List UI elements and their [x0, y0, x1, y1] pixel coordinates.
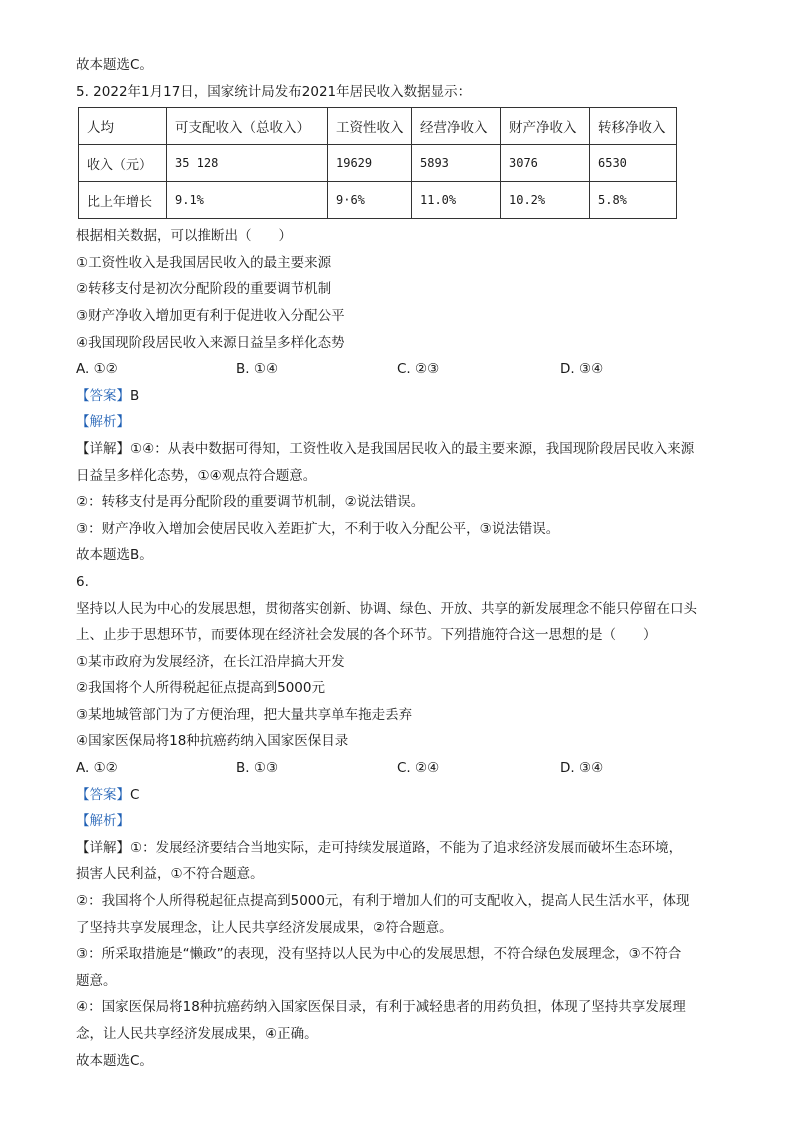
answer-tag: 【答案】 — [76, 786, 130, 803]
income-table — [78, 107, 677, 219]
q5-choices — [76, 356, 726, 383]
answer-value: C — [130, 786, 140, 803]
q6-detail-line: 题意。 — [76, 972, 117, 989]
q6-detail-line: ③：所采取措施是“懒政”的表现，没有坚持以人民为中心的发展思想，不符合绿色发展理念，③不符合 — [76, 946, 682, 963]
q6-option: ④国家医保局将18种抗癌药纳入国家医保目录 — [76, 733, 349, 750]
choice-d: D. ③④ — [560, 361, 604, 378]
q5-option: ④我国现阶段居民收入来源日益呈多样化态势 — [76, 334, 345, 351]
table-row — [79, 145, 677, 182]
table-header-cell: 经营净收入 — [412, 108, 501, 145]
choice-c: C. ②③ — [397, 361, 440, 378]
q6-stem-line: 上、止步于思想环节，而要体现在经济社会发展的各个环节。下列措施符合这一思想的是（ ） — [76, 627, 657, 644]
table-cell: 35 128 — [167, 145, 328, 182]
q6-detail-line: ④：国家医保局将18种抗癌药纳入国家医保目录，有利于减轻患者的用药负担，体现了坚持共享发展理 — [76, 999, 686, 1016]
q5-analysis-tag: 【解析】 — [76, 414, 130, 431]
table-cell: 收入（元） — [79, 145, 167, 182]
q6-detail-line: 损害人民利益，①不符合题意。 — [76, 866, 264, 883]
document-page — [76, 52, 726, 1074]
answer-tag: 【答案】 — [76, 387, 130, 404]
q6-choices — [76, 755, 726, 782]
detail-tag: 【详解】 — [76, 839, 130, 856]
table-cell: 9·6% — [328, 182, 412, 219]
q6-detail-line: 念，让人民共享经济发展成果，④正确。 — [76, 1026, 318, 1042]
table-cell: 3076 — [501, 145, 590, 182]
table-cell: 9.1% — [167, 182, 328, 219]
q6-conclusion: 故本题选C。 — [76, 1052, 153, 1069]
table-header-row — [79, 108, 677, 145]
table-cell: 比上年增长 — [79, 182, 167, 219]
choice-c: C. ②④ — [397, 760, 440, 777]
q6-detail-line: ②：我国将个人所得税起征点提高到5000元，有利于增加人们的可支配收入，提高人民生活水平，体现 — [76, 893, 690, 910]
answer-value: B — [130, 387, 140, 404]
table-row — [79, 182, 677, 219]
q6-analysis-tag: 【解析】 — [76, 813, 130, 830]
q5-option: ①工资性收入是我国居民收入的最主要来源 — [76, 254, 332, 271]
table-header-cell: 财产净收入 — [501, 108, 590, 145]
table-cell: 6530 — [590, 145, 677, 182]
q6-detail-line: 了坚持共享发展理念，让人民共享经济发展成果，②符合题意。 — [76, 919, 453, 936]
table-header-cell: 可支配收入（总收入） — [167, 108, 328, 145]
choice-b: B. ①④ — [236, 361, 279, 378]
table-cell: 19629 — [328, 145, 412, 182]
q5-prompt: 根据相关数据，可以推断出（ ） — [76, 228, 292, 245]
q5-detail-line: ③：财产净收入增加会使居民收入差距扩大，不利于收入分配公平，③说法错误。 — [76, 520, 560, 537]
table-cell: 5.8% — [590, 182, 677, 219]
table-cell: 5893 — [412, 145, 501, 182]
choice-a: A. ①② — [76, 361, 118, 378]
table-header-cell: 人均 — [79, 108, 167, 145]
q6-option: ①某市政府为发展经济，在长江沿岸搞大开发 — [76, 653, 345, 670]
q6-stem-line: 坚持以人民为中心的发展思想，贯彻落实创新、协调、绿色、开放、共享的新发展理念不能只停留在口头 — [76, 600, 697, 617]
q6-option: ②我国将个人所得税起征点提高到5000元 — [76, 680, 325, 697]
q6-answer — [76, 782, 726, 809]
detail-text: ①：发展经济要结合当地实际，走可持续发展道路，不能为了追求经济发展而破坏生态环境， — [130, 839, 683, 856]
table-header-cell: 工资性收入 — [328, 108, 412, 145]
prev-conclusion: 故本题选C。 — [76, 57, 153, 73]
choice-b: B. ①③ — [236, 760, 279, 777]
q5-stem: 5. 2022年1月17日，国家统计局发布2021年居民收入数据显示： — [76, 83, 472, 100]
q5-conclusion: 故本题选B。 — [76, 547, 153, 564]
table-header-cell: 转移净收入 — [590, 108, 677, 145]
q5-detail — [76, 436, 726, 463]
choice-d: D. ③④ — [560, 760, 604, 777]
detail-tag: 【详解】 — [76, 440, 130, 457]
q6-option: ③某地城管部门为了方便治理，把大量共享单车拖走丢弃 — [76, 706, 413, 723]
q5-detail-line: ②：转移支付是再分配阶段的重要调节机制，②说法错误。 — [76, 494, 425, 511]
choice-a: A. ①② — [76, 760, 118, 777]
q5-answer — [76, 383, 726, 410]
q5-option: ③财产净收入增加更有利于促进收入分配公平 — [76, 307, 345, 324]
q6-detail — [76, 835, 726, 862]
table-cell: 11.0% — [412, 182, 501, 219]
detail-text: ①④：从表中数据可得知，工资性收入是我国居民收入的最主要来源，我国现阶段居民收入来源 — [130, 440, 695, 457]
q6-number: 6. — [76, 573, 89, 590]
table-cell: 10.2% — [501, 182, 590, 219]
q5-detail-line: 日益呈多样化态势，①④观点符合题意。 — [76, 467, 317, 484]
q5-option: ②转移支付是初次分配阶段的重要调节机制 — [76, 281, 332, 298]
